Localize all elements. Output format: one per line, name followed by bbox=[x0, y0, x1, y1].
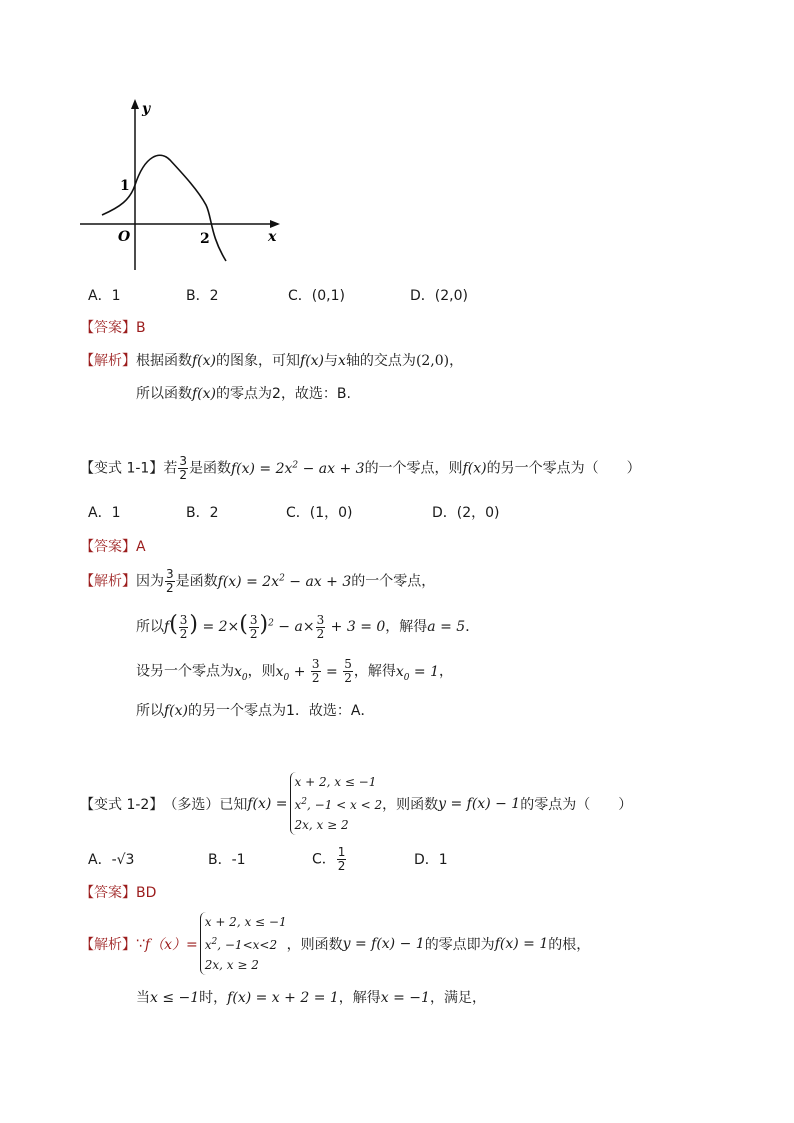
math-fx: f(x) bbox=[192, 386, 217, 402]
analysis-text: ， bbox=[439, 663, 454, 680]
analysis-text: 设另一个零点为 bbox=[136, 663, 234, 680]
v12-analysis-line2 bbox=[136, 987, 486, 1007]
v11-analysis-line2 bbox=[136, 612, 479, 641]
analysis-text: 根据函数 bbox=[136, 353, 192, 369]
stem-text: 的另一个零点为（ ） bbox=[486, 460, 641, 477]
analysis-text: ，满足， bbox=[429, 990, 486, 1006]
analysis-text: 1 bbox=[286, 703, 295, 719]
y-axis-arrow bbox=[131, 99, 139, 109]
analysis-text: ．故选：A． bbox=[294, 703, 375, 719]
math-a-eq-5: a = 5 bbox=[427, 619, 466, 635]
math-fx: f(x) bbox=[462, 460, 487, 477]
q1-option-d: D．(2,0) bbox=[410, 288, 468, 304]
answer-value: B bbox=[136, 320, 146, 336]
analysis-text: 当 bbox=[136, 990, 150, 1006]
analysis-text: ，解得 bbox=[385, 619, 428, 635]
v11-option-d: D．(2，0) bbox=[432, 505, 500, 521]
analysis-text: 轴的交点为 bbox=[345, 353, 416, 369]
v12-option-d: D．1 bbox=[414, 852, 448, 868]
piecewise-definition: x + 2, x ≤ −1 $x^2$, −1 < x < 2 2x, x ≥ 2 bbox=[290, 772, 383, 835]
math-condition: x ≤ −1 bbox=[150, 990, 200, 1006]
q1-option-b: B．2 bbox=[186, 288, 219, 304]
fraction-1-2: $\frac{1}{2}$ bbox=[337, 845, 346, 873]
math-fx: f(x) bbox=[164, 703, 189, 719]
answer-value: BD bbox=[136, 885, 157, 901]
analysis-text: 所以 bbox=[136, 703, 164, 719]
analysis-text: ． bbox=[465, 619, 480, 635]
q1-option-a: A．1 bbox=[88, 288, 121, 304]
analysis-text: 的一个零点， bbox=[351, 573, 436, 590]
math-x0: $x_0$ bbox=[234, 663, 248, 683]
analysis-text: 所以函数 bbox=[136, 386, 192, 402]
variant-tag: 【变式 1-1】 bbox=[80, 460, 164, 477]
analysis-tag: 【解析】 bbox=[80, 353, 136, 369]
y-axis-label: y bbox=[142, 101, 151, 117]
answer-tag: 【答案】 bbox=[80, 539, 136, 555]
math-x0-eq-1: $x_0 = 1$ bbox=[395, 663, 440, 683]
analysis-text: ，故选：B. bbox=[280, 386, 351, 402]
analysis-text: 的根， bbox=[548, 936, 591, 953]
analysis-text: 的另一个零点为 bbox=[188, 703, 287, 719]
answer-tag: 【答案】 bbox=[80, 885, 136, 901]
math-fx: f(x) bbox=[192, 353, 217, 369]
analysis-text: 2 bbox=[272, 386, 281, 402]
math-sum: $x_0$ + $\frac{3}{2}$ = $\frac{5}{2}$ bbox=[275, 657, 352, 685]
origin-label: O bbox=[118, 229, 131, 245]
v12-analysis-line1 bbox=[80, 912, 590, 975]
v11-option-a: A．1 bbox=[88, 505, 121, 521]
analysis-text: 的图象，可知 bbox=[216, 353, 301, 369]
x-intercept-label: 2 bbox=[200, 231, 210, 247]
math-equation: f(x) = x + 2 = 1 bbox=[227, 990, 339, 1006]
v11-option-b: B．2 bbox=[186, 505, 219, 521]
stem-text: （多选）已知 bbox=[163, 796, 248, 813]
analysis-text: ，解得 bbox=[353, 663, 396, 680]
v12-option-c bbox=[312, 846, 347, 873]
analysis-text: 因为 bbox=[136, 573, 164, 590]
v11-analysis-line4 bbox=[136, 700, 375, 720]
x-axis-arrow bbox=[270, 220, 280, 228]
analysis-text: 是函数 bbox=[175, 573, 218, 590]
v11-analysis-line3 bbox=[136, 658, 453, 685]
analysis-text: 的零点即为 bbox=[424, 936, 495, 953]
stem-text: ，则函数 bbox=[382, 796, 439, 813]
analysis-text: 的零点为 bbox=[216, 386, 273, 402]
math-fx: f(x) bbox=[300, 353, 325, 369]
math-fx-eq: f（x）= bbox=[144, 936, 198, 953]
analysis-text: 所以 bbox=[136, 619, 164, 635]
analysis-text: ， bbox=[449, 353, 464, 369]
stem-text: 是函数 bbox=[188, 460, 231, 477]
v11-option-c: C．(1，0) bbox=[286, 505, 353, 521]
math-fx-eq-1: f(x) = 1 bbox=[494, 935, 549, 952]
stem-text: 的零点为（ ） bbox=[520, 796, 633, 813]
analysis-text: 与 bbox=[324, 353, 339, 369]
math-point: (2,0) bbox=[415, 353, 450, 369]
analysis-text: ，则函数 bbox=[286, 936, 343, 953]
option-label: C． bbox=[312, 851, 336, 868]
stem-text: 若 bbox=[163, 460, 178, 477]
function-graph bbox=[70, 95, 290, 270]
math-function: $f(x) = 2x^2$ − ax + 3 bbox=[217, 572, 352, 590]
v12-option-a: A．-√3 bbox=[88, 852, 135, 868]
analysis-tag: 【解析】 bbox=[80, 936, 136, 953]
v12-answer-line bbox=[80, 882, 156, 902]
because-symbol: ∵ bbox=[136, 935, 145, 952]
v11-analysis-line1 bbox=[80, 568, 435, 595]
v12-stem bbox=[80, 772, 632, 835]
fraction-3-2: $\frac{3}{2}$ bbox=[179, 454, 187, 482]
piecewise-definition: x + 2, x ≤ −1 $x^2$, −1<x<2 2x, x ≥ 2 bbox=[200, 912, 287, 975]
analysis-text: ，则 bbox=[247, 663, 276, 680]
math-equation: f( $\frac{3}{2}$ ) = 2×( $\frac{3}{2}$ )$^2$ − a× $\frac{3}{2}$ + 3 = 0 bbox=[164, 612, 386, 641]
answer-tag: 【答案】 bbox=[80, 320, 136, 336]
x-axis-label: x bbox=[268, 229, 277, 245]
math-y-eq: y = f(x) − 1 bbox=[342, 935, 425, 952]
y-intercept-label: 1 bbox=[120, 178, 130, 194]
fraction-3-2: $\frac{3}{2}$ bbox=[166, 567, 174, 595]
analysis-text: 时， bbox=[199, 990, 228, 1006]
v12-option-b: B．-1 bbox=[208, 852, 246, 868]
q1-answer-line bbox=[80, 317, 146, 337]
math-x: x bbox=[338, 353, 346, 369]
analysis-text: ，解得 bbox=[338, 990, 381, 1006]
v11-stem bbox=[80, 455, 641, 482]
answer-value: A bbox=[136, 539, 146, 555]
analysis-tag: 【解析】 bbox=[80, 573, 136, 590]
math-y-eq: y = f(x) − 1 bbox=[438, 795, 521, 812]
q1-option-c: C．(0,1) bbox=[288, 288, 345, 304]
stem-text: 的一个零点，则 bbox=[364, 460, 463, 477]
math-solution: x = −1 bbox=[380, 990, 430, 1006]
q1-analysis-line1 bbox=[80, 350, 463, 370]
math-fx-eq: f(x) = bbox=[247, 795, 288, 812]
q1-analysis-line2 bbox=[136, 383, 351, 403]
math-function: $f(x) = 2x^2$ − ax + 3 bbox=[230, 459, 365, 477]
v11-answer-line bbox=[80, 536, 146, 556]
variant-tag: 【变式 1-2】 bbox=[80, 796, 164, 813]
